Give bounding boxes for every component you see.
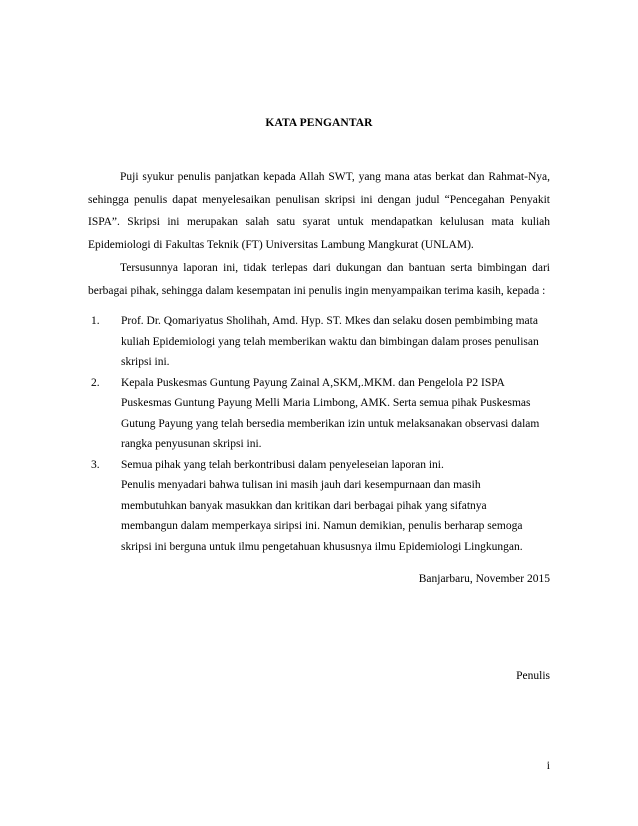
list-item-number: 1.: [91, 315, 100, 327]
author-signature: Penulis: [516, 670, 550, 682]
list-line: rangka penyusunan skripsi ini.: [121, 438, 262, 450]
list-line: Semua pihak yang telah berkontribusi dalam penyeleseian laporan ini.: [121, 458, 444, 471]
list-line: Gutung Payung yang telah bersedia memberikan izin untuk melaksanakan observasi dalam: [121, 417, 540, 430]
list-item-text: [121, 373, 550, 455]
list-line: Kepala Puskesmas Guntung Payung Zainal A,SKM,.MKM. dan Pengelola P2 ISPA: [121, 376, 505, 389]
list-line: skripsi ini.: [121, 356, 170, 368]
page-number: i: [546, 760, 550, 772]
acknowledgement-list: [88, 311, 550, 557]
list-item-number: 3.: [91, 458, 100, 471]
list-line: Penulis menyadari bahwa tulisan ini masih jauh dari kesempurnaan dan masih: [121, 479, 481, 491]
paragraph-intro-text: Puji syukur penulis panjatkan kepada Allah SWT, yang mana atas berkat dan Rahmat-Nya, sehingga penulis dapat menyelesaikan penulisan skripsi ini dengan judul “Pencegahan Penyakit ISPA”. Skripsi ini merupakan salah satu syarat untuk mendapatkan kelulusan mata kuliah Epidemiologi di Fakultas Teknik (FT) Universitas Lambung Mangkurat (UNLAM).: [88, 171, 550, 251]
list-item-text: [121, 311, 550, 373]
paragraph-thanks-text: Tersusunnya laporan ini, tidak terlepas dari dukungan dan bantuan serta bimbingan dari berbagai pihak, sehingga dalam kesempatan ini penulis ingin menyampaikan terima kasih, kepada :: [88, 262, 550, 297]
list-item: [88, 373, 550, 455]
paragraph-intro: [88, 166, 550, 256]
list-item-text: [121, 455, 550, 558]
list-line: skripsi ini berguna untuk ilmu pengetahuan khususnya ilmu Epidemiologi Lingkungan.: [121, 540, 523, 553]
page-title: KATA PENGANTAR: [265, 117, 373, 129]
place-date: Banjarbaru, November 2015: [418, 573, 550, 585]
list-line: membutuhkan banyak masukkan dan kritikan dari berbagai pihak yang sifatnya: [121, 499, 487, 512]
list-item: [88, 311, 550, 373]
list-line: membangun dalam memperkaya siripsi ini. Namun demikian, penulis berharap semoga: [121, 520, 523, 532]
list-line: kuliah Epidemiologi yang telah memberikan waktu dan bimbingan dalam proses penulisan: [121, 335, 539, 348]
list-item-number: 2.: [91, 376, 100, 389]
paragraph-thanks: [88, 257, 550, 302]
list-item: [88, 455, 550, 558]
list-line: Prof. Dr. Qomariyatus Sholihah, Amd. Hyp. ST. Mkes dan selaku dosen pembimbing mata: [121, 315, 538, 327]
list-line: Puskesmas Guntung Payung Melli Maria Limbong, AMK. Serta semua pihak Puskesmas: [121, 397, 531, 409]
